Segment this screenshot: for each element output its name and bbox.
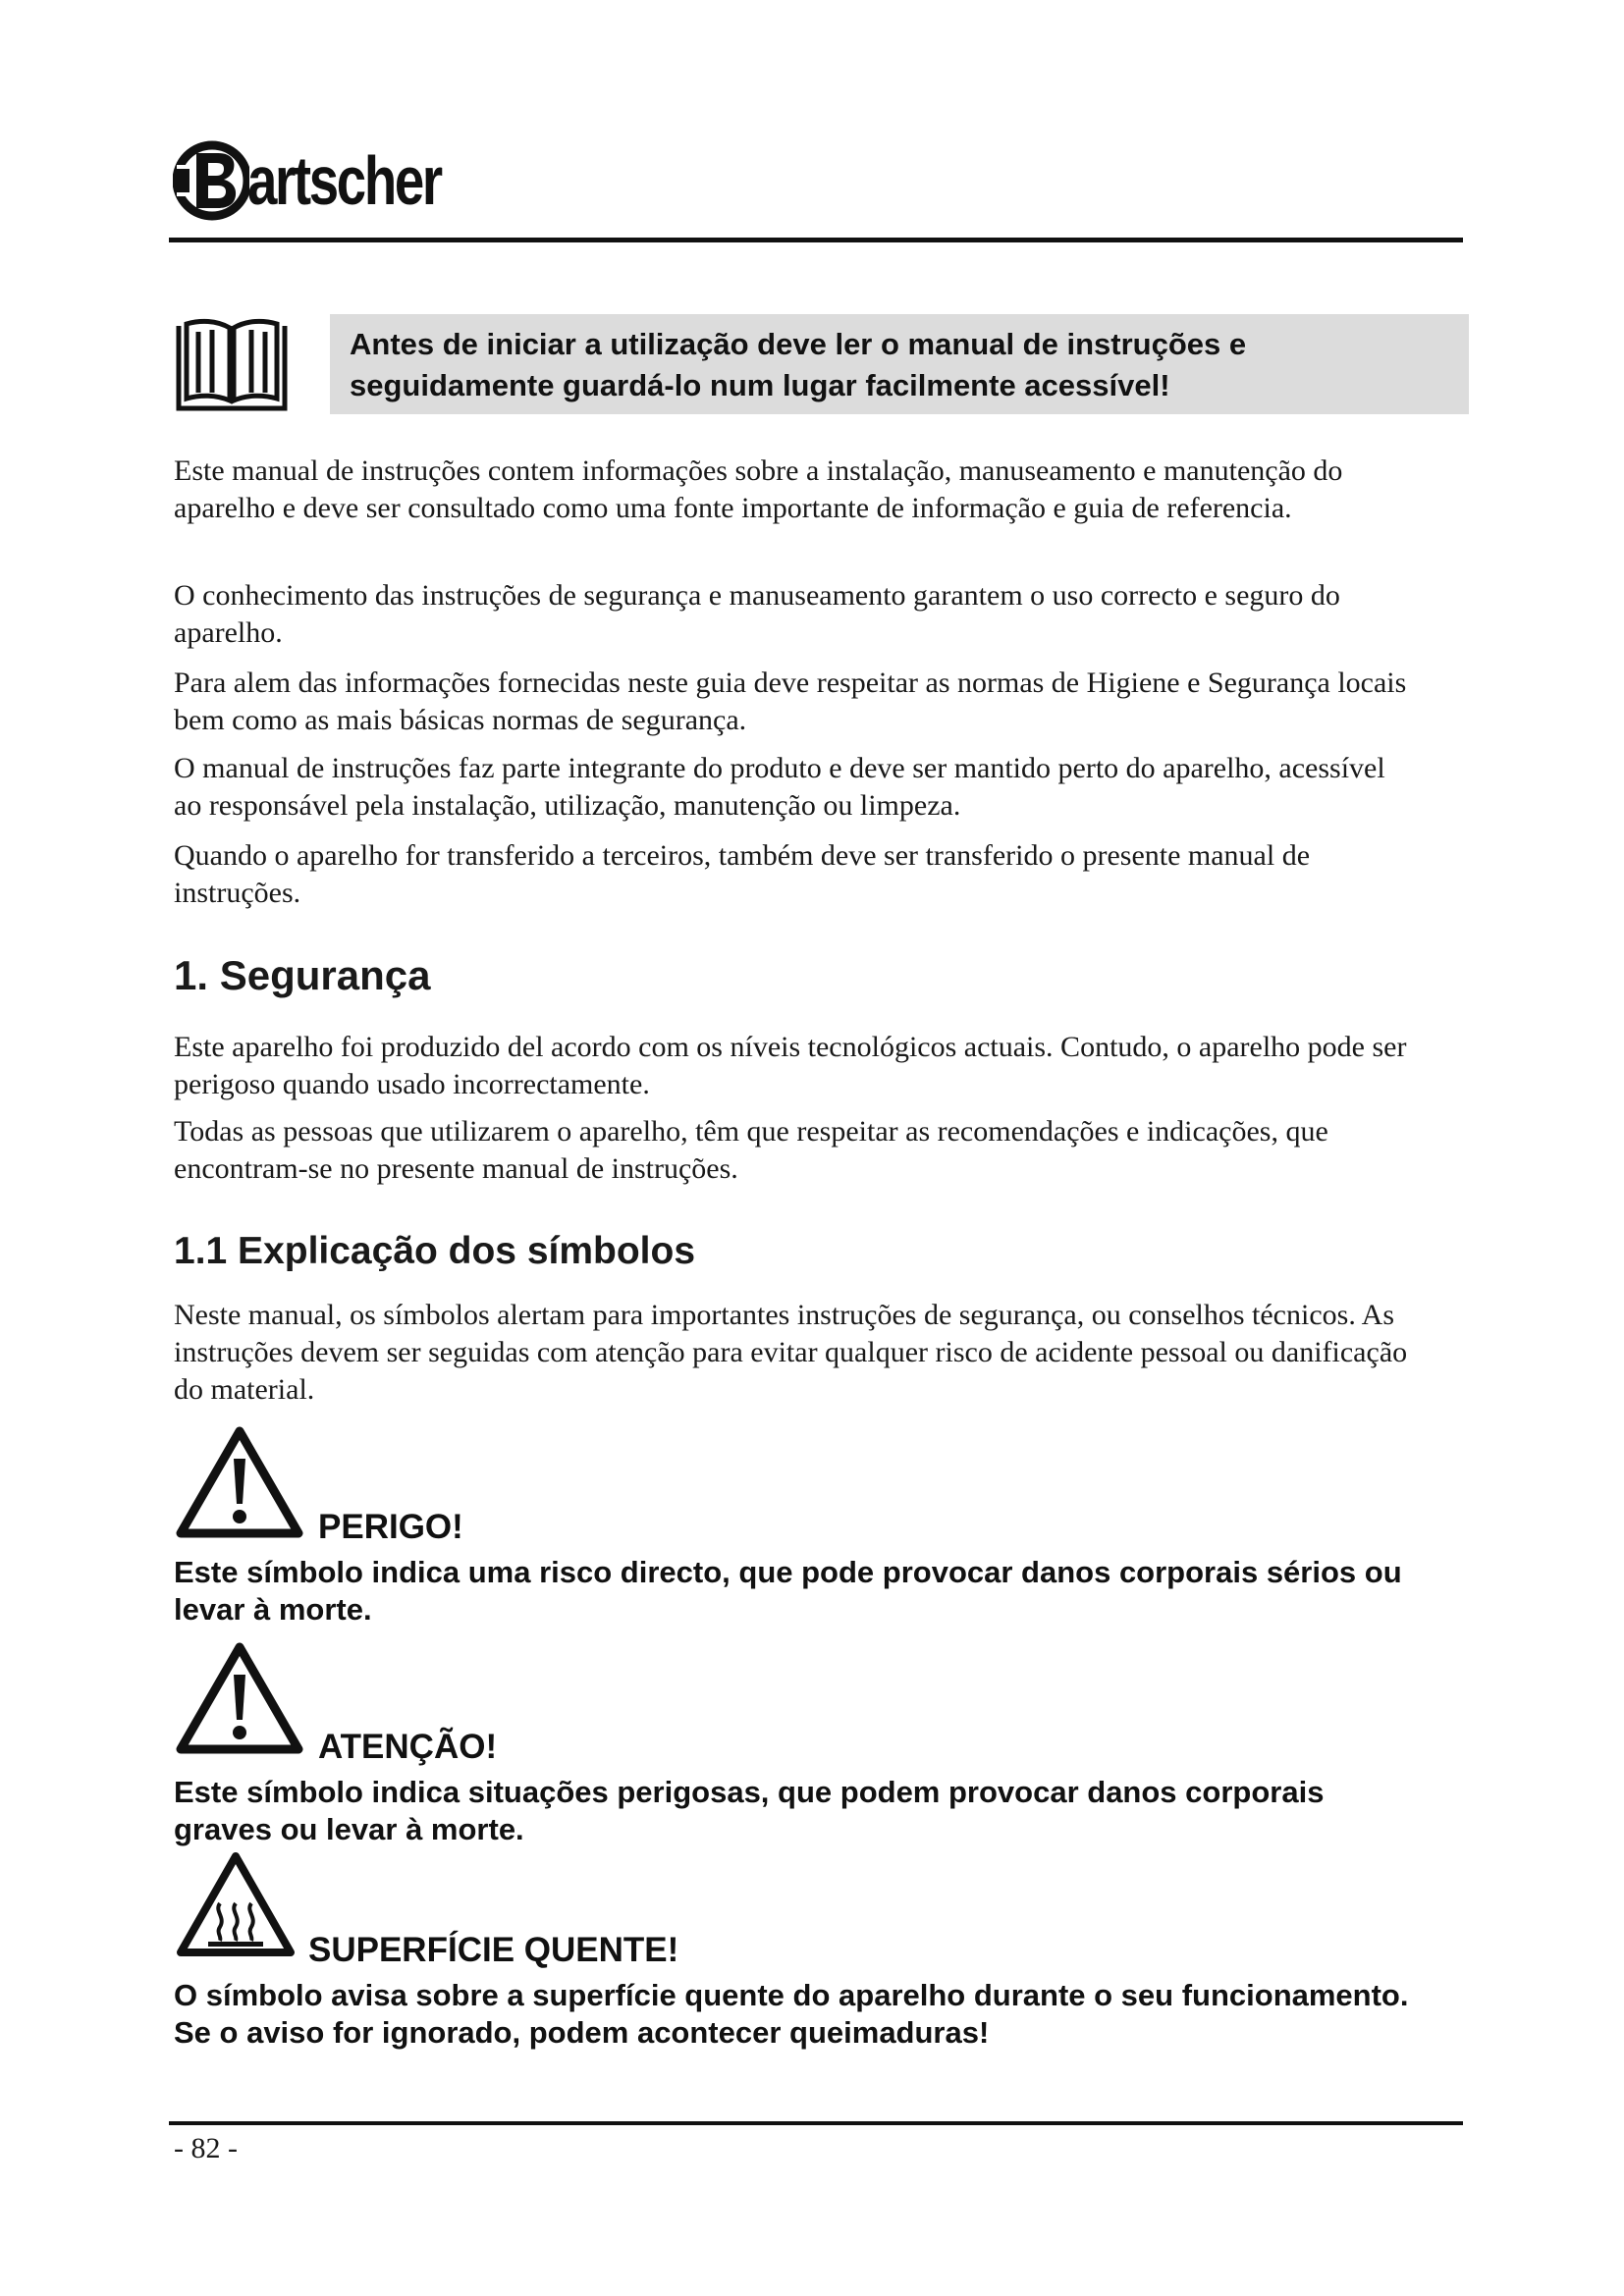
intro-paragraph-5: Quando o aparelho for transferido a terceiros, também deve ser transferido o presente manual de instruções. — [174, 839, 1311, 909]
attention-description: Este símbolo indica situações perigosas, que podem provocar danos corporais graves ou levar à morte. — [174, 1775, 1325, 1846]
section-heading-safety: 1. Segurança — [174, 952, 431, 998]
intro-paragraph-1: Este manual de instruções contem informações sobre a instalação, manuseamento e manutenção do aparelho e deve ser consultado como uma fonte importante de informação e guia de referencia. — [174, 454, 1343, 524]
notice-line-2: seguidamente guardá-lo num lugar facilmente acessível! — [350, 368, 1170, 402]
brand-logo — [173, 135, 495, 226]
warning-triangle-icon — [175, 1425, 304, 1546]
manual-book-icon — [173, 314, 291, 421]
symbols-paragraph: Neste manual, os símbolos alertam para importantes instruções de segurança, ou conselhos técnicos. As instruções devem ser seguidas com atenção para evitar qualquer risco de acidente pessoal ou danificação do material. — [174, 1299, 1408, 1406]
danger-description: Este símbolo indica uma risco directo, que pode provocar danos corporais sérios ou levar à morte. — [174, 1555, 1402, 1627]
footer-rule — [169, 2121, 1463, 2125]
bartscher-b-icon — [173, 135, 249, 226]
attention-title: ATENÇÃO! — [318, 1728, 498, 1766]
notice-line-1: Antes de iniciar a utilização deve ler o manual de instruções e — [350, 327, 1247, 361]
hot-surface-description: O símbolo avisa sobre a superfície quente do aparelho durante o seu funcionamento. Se o aviso for ignorado, podem acontecer queimaduras! — [174, 1978, 1409, 2050]
danger-title: PERIGO! — [318, 1508, 463, 1546]
read-manual-notice — [330, 314, 1469, 414]
safety-paragraph-1: Este aparelho foi produzido del acordo com os níveis tecnológicos actuais. Contudo, o aparelho pode ser perigoso quando usado incorrectamente. — [174, 1031, 1407, 1100]
attention-triangle-icon — [175, 1641, 304, 1762]
intro-paragraph-2: O conhecimento das instruções de segurança e manuseamento garantem o uso correcto e seguro do aparelho. — [174, 579, 1340, 649]
hot-surface-icon — [175, 1850, 297, 1965]
intro-paragraph-3: Para alem das informações fornecidas neste guia deve respeitar as normas de Higiene e Segurança locais bem como as mais básicas normas de segurança. — [174, 667, 1407, 736]
safety-paragraph-2: Todas as pessoas que utilizarem o aparelho, têm que respeitar as recomendações e indicações, que encontram-se no presente manual de instruções. — [174, 1115, 1328, 1185]
intro-paragraph-4: O manual de instruções faz parte integrante do produto e deve ser mantido perto do aparelho, acessível ao responsável pela instalação, utilização, manutenção ou limpeza. — [174, 752, 1385, 822]
page-number: - 82 - — [174, 2132, 238, 2164]
hot-surface-title: SUPERFÍCIE QUENTE! — [308, 1931, 679, 1969]
brand-wordmark: artscher — [247, 142, 441, 219]
section-heading-symbols: 1.1 Explicação dos símbolos — [174, 1230, 696, 1272]
header-rule — [169, 238, 1463, 242]
